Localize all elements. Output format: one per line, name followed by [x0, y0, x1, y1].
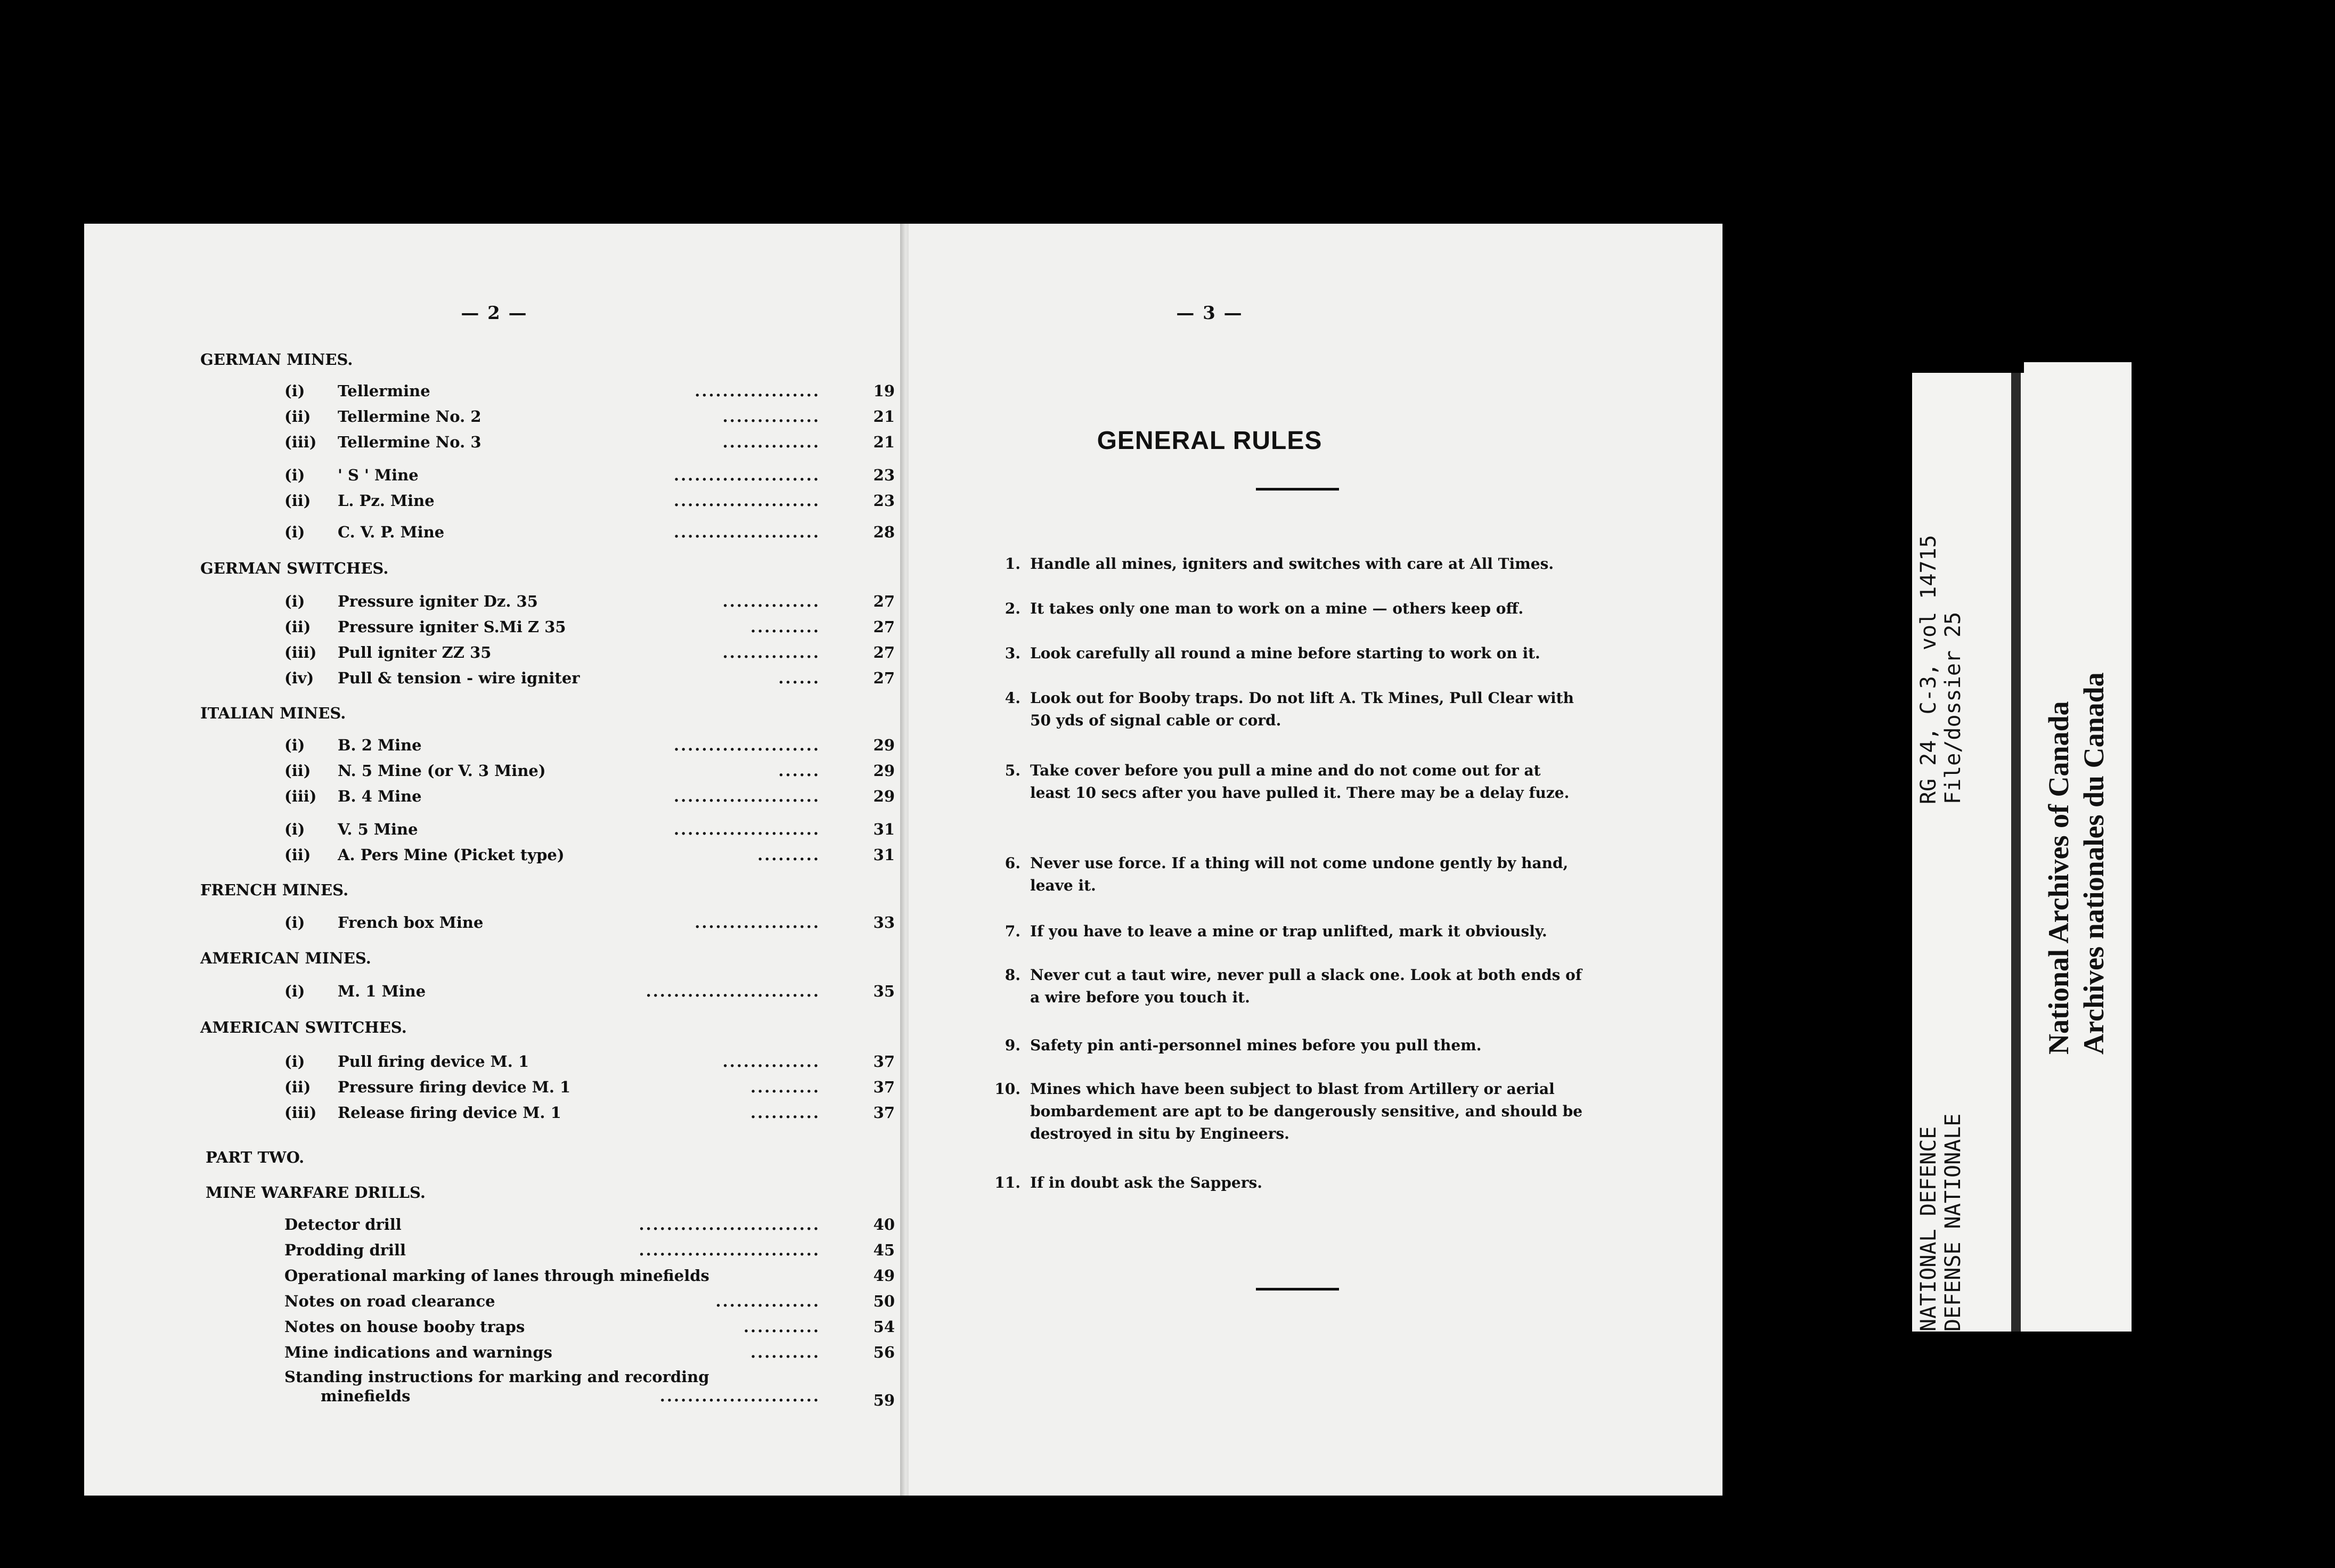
end-rule	[1256, 1288, 1339, 1291]
toc-entry: (iii) B. 4 Mine ..................... 29	[284, 787, 895, 805]
toc-entry: (i) Tellermine .................. 19	[284, 382, 895, 400]
toc-entry: (ii) L. Pz. Mine ..................... 23	[284, 492, 895, 510]
left-page: — 2 — GERMAN MINES. (i) Tellermine .................. 19 (ii) Tellermine No. 2 .............. 21 (iii) Tellermine No. 3 .............. 21 (i) ' S ' Mine ..................... 23 (ii) L. Pz. Mine ..................... 23 (i) C. V. P. Mine ..................... 28 GERMAN SWITCHES. (i) Pressure igniter Dz. 35 .............. 27 (ii) Pressure igniter S.Mi Z 35 .......... 27 (iii) Pull igniter ZZ 35 .............. 27 (iv) Pull & tension - wire igniter ...... 27 ITALIAN MINES. (i) B. 2 Mine ..................... 29 (ii) N. 5 Mine (or V. 3 Mine) ...... 29 (iii) B. 4 Mine ..................... 29 (i) V. 5 Mine ..................... 31 (ii) A. Pers Mine (Picket type) ......... 31 FRENCH MINES. (i) French box Mine .................. 33 AMERICAN MINES. (i) M. 1 Mine ......................... 35 AMERICAN SWITCHES. (i) Pull firing device M. 1 .............. 37 (ii) Pressure firing device M. 1 .......... 37 (iii) Release firing device M. 1 .......... 37 PART TWO. MINE WARFARE DRILLS. Detector drill .......................... 40 Prodding drill .......................... 45 Operational marking of lanes through minefields 49 Notes on road clearance ............... 50 Notes on house booby traps ........... 54 Mine indications and warnings .......... 56 Standing instructions for marking and recording minefields ....................... 59	[84, 224, 904, 1496]
page-title: GENERAL RULES	[1097, 427, 1322, 455]
toc-entry: (i) ' S ' Mine ..................... 23	[284, 466, 895, 484]
toc-entry: (i) B. 2 Mine ..................... 29	[284, 736, 895, 754]
toc-entry: (i) C. V. P. Mine ..................... 28	[284, 523, 895, 541]
toc-entry: (iv) Pull & tension - wire igniter ...... 27	[284, 669, 895, 687]
page-number: — 3 —	[1176, 303, 1243, 324]
toc-entry: (ii) A. Pers Mine (Picket type) ......... 31	[284, 846, 895, 864]
archive-reference-strip	[1912, 373, 2024, 1332]
toc-entry: (iii) Release firing device M. 1 .......... 37	[284, 1104, 895, 1122]
toc-entry: (ii) Pressure firing device M. 1 .......... 37	[284, 1078, 895, 1096]
page-number: — 2 —	[461, 303, 528, 324]
drill-entry: Standing instructions for marking and recording minefields ....................... 59	[284, 1368, 895, 1409]
section-heading: GERMAN SWITCHES.	[200, 559, 389, 577]
title-underline	[1256, 488, 1339, 491]
toc-entry: (iii) Pull igniter ZZ 35 .............. 27	[284, 643, 895, 662]
archive-name-strip	[2024, 362, 2132, 1332]
toc-entry: (iii) Tellermine No. 3 .............. 21	[284, 433, 895, 451]
section-heading: FRENCH MINES.	[200, 881, 349, 899]
toc-entry: (i) Pull firing device M. 1 .............. 37	[284, 1052, 895, 1071]
toc-entry: (ii) Pressure igniter S.Mi Z 35 .......... 27	[284, 618, 895, 636]
toc-entry: (i) Pressure igniter Dz. 35 .............. 27	[284, 592, 895, 610]
archive-name: National Archives of Canada Archives nationales du Canada	[2043, 672, 2110, 1055]
part-two-heading: PART TWO.	[206, 1148, 305, 1166]
toc-entry: (ii) Tellermine No. 2 .............. 21	[284, 407, 895, 426]
right-page: — 3 — GENERAL RULES 1. Handle all mines, igniters and switches with care at All Times. 2. It takes only one man to work on a mine — others keep off. 3. Look carefully all round a mine before starting to work on it. 4. Look out for Booby traps. Do not lift A. Tk Mines, Pull Clear with 50 yds of signal cable or cord. 5. Take cover before you pull a mine and do not come out for at least 10 secs after you have pulled it. There may be a delay fuze. 6. Never use force. If a thing will not come undone gently by hand, leave it. 7. If you have to leave a mine or trap unlifted, mark it obviously. 8. Never cut a taut wire, never pull a slack one. Look at both ends of a wire before you touch it. 9. Safety pin anti-personnel mines before you pull them. 10. Mines which have been subject to blast from Artillery or aerial bombardement are apt to be dangerously sensitive, and should be destroyed in situ by Engineers. 11. If in doubt ask the Sappers.	[909, 224, 1722, 1496]
strip-shadow	[2011, 373, 2021, 1332]
toc-entry: (i) French box Mine .................. 33	[284, 913, 895, 932]
department-label: NATIONAL DEFENCE DEFENSE NATIONALE	[1916, 1113, 1965, 1332]
drills-heading: MINE WARFARE DRILLS.	[206, 1183, 426, 1202]
toc-entry: (i) M. 1 Mine ......................... 35	[284, 982, 895, 1000]
section-heading: AMERICAN MINES.	[200, 949, 371, 967]
section-heading: GERMAN MINES.	[200, 350, 353, 369]
section-heading: AMERICAN SWITCHES.	[200, 1018, 407, 1036]
toc-entry: (i) V. 5 Mine ..................... 31	[284, 820, 895, 838]
section-heading: ITALIAN MINES.	[200, 704, 346, 722]
fonds-reference: RG 24, C-3, vol 14715 File/dossier 25	[1916, 535, 1965, 804]
toc-entry: (ii) N. 5 Mine (or V. 3 Mine) ...... 29	[284, 762, 895, 780]
